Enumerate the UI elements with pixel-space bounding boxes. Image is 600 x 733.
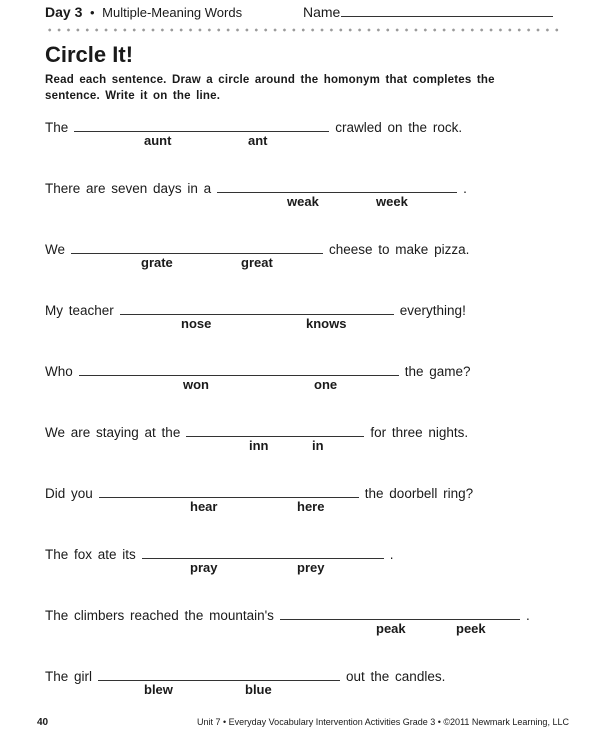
choice-word[interactable]: won [183, 377, 209, 392]
sentence-text-before: My teacher [45, 303, 114, 318]
sentence-4 [45, 303, 466, 318]
worksheet-header [45, 4, 242, 20]
sentence-text-after: the game? [404, 364, 471, 379]
answer-line[interactable] [280, 608, 520, 620]
answer-line[interactable] [142, 547, 384, 559]
sentence-text-before: We [45, 242, 66, 257]
choice-word[interactable]: great [241, 255, 273, 270]
sentence-text-after: cheese to make pizza. [329, 242, 470, 257]
sentence-text-before: Who [45, 364, 73, 379]
choice-word[interactable]: week [376, 194, 408, 209]
sentence-7 [45, 486, 473, 501]
choice-word[interactable]: here [297, 499, 325, 514]
day-label: Day 3 [45, 4, 83, 20]
page-number: 40 [37, 717, 49, 728]
sentence-text-before: The girl [45, 669, 93, 684]
sentence-text-before: The climbers reached the mountain's [45, 608, 274, 623]
sentence-text-after: out the candles. [346, 669, 446, 684]
sentence-text-after: . [525, 608, 530, 623]
answer-line[interactable] [79, 364, 399, 376]
sentence-text-before: We are staying at the [45, 425, 181, 440]
choice-word[interactable]: one [314, 377, 338, 392]
answer-line[interactable] [120, 303, 394, 315]
sentence-text-after: the doorbell ring? [364, 486, 474, 501]
dotted-divider [45, 27, 560, 33]
sentence-5 [45, 364, 471, 379]
choice-word[interactable]: nose [181, 316, 212, 331]
sentence-text-before: There are seven days in a [45, 181, 212, 196]
footer-credit: Unit 7 • Everyday Vocabulary Intervention Activities Grade 3 • ©2011 Newmark Learning, LLC [197, 717, 569, 727]
sentence-text-after: crawled on the rock. [335, 120, 463, 135]
choice-word[interactable]: aunt [144, 133, 172, 148]
choice-word[interactable]: pray [190, 560, 218, 575]
choice-word[interactable]: knows [306, 316, 347, 331]
page-title: Circle It! [45, 42, 134, 67]
sentence-text-after: . [463, 181, 467, 196]
header-bullet: • [89, 5, 95, 20]
choice-word[interactable]: peek [456, 621, 486, 636]
answer-line[interactable] [186, 425, 364, 437]
sentence-text-before: The [45, 120, 69, 135]
choice-word[interactable]: prey [297, 560, 325, 575]
choice-word[interactable]: blew [144, 682, 173, 697]
choice-word[interactable]: ant [248, 133, 268, 148]
sentence-8 [45, 547, 394, 562]
answer-line[interactable] [98, 669, 340, 681]
answer-line[interactable] [99, 486, 359, 498]
instructions: Read each sentence. Draw a circle around the homonym that completes the sentence. Write it on the line. [45, 74, 495, 102]
answer-line[interactable] [74, 120, 329, 132]
choice-word[interactable]: peak [376, 621, 406, 636]
sentence-text-before: The fox ate its [45, 547, 136, 562]
sentence-text-after: for three nights. [370, 425, 469, 440]
choice-word[interactable]: grate [141, 255, 173, 270]
sentence-text-after: everything! [399, 303, 466, 318]
answer-line[interactable] [217, 181, 457, 193]
name-label: Name [303, 4, 341, 20]
answer-line[interactable] [71, 242, 323, 254]
sentence-text-after: . [389, 547, 394, 562]
choice-word[interactable]: blue [245, 682, 272, 697]
choice-word[interactable]: inn [249, 438, 269, 453]
choice-word[interactable]: weak [287, 194, 319, 209]
sentence-text-before: Did you [45, 486, 93, 501]
choice-word[interactable]: hear [190, 499, 218, 514]
topic-label: Multiple-Meaning Words [102, 5, 243, 20]
name-line[interactable] [341, 16, 553, 17]
choice-word[interactable]: in [312, 438, 324, 453]
